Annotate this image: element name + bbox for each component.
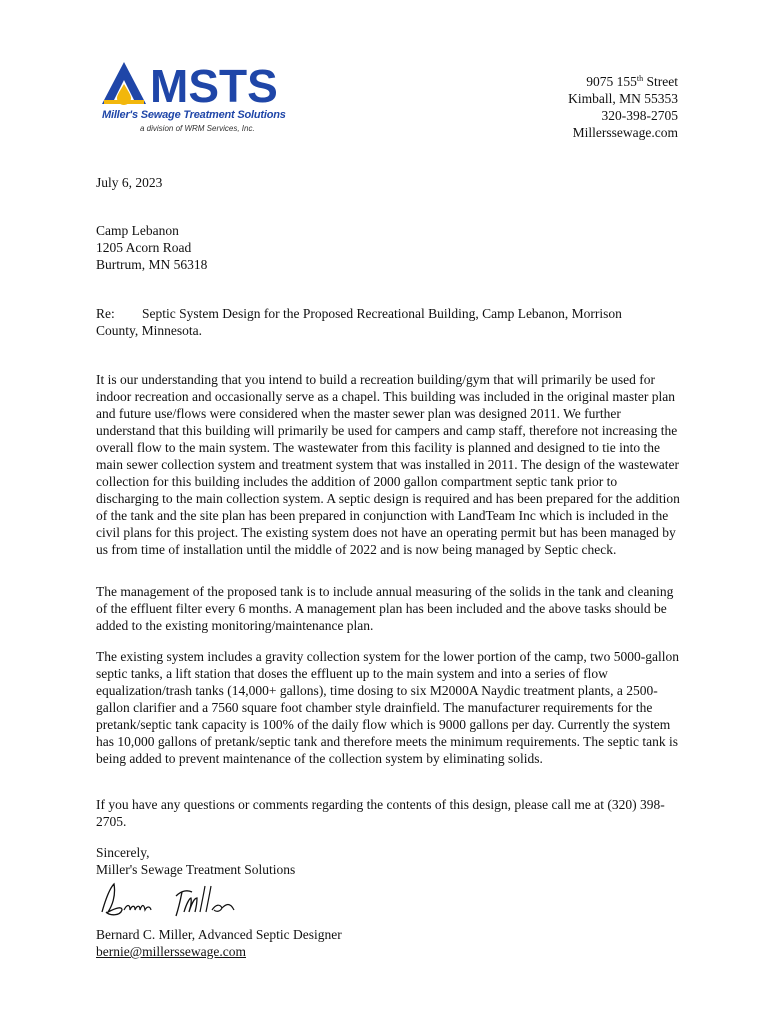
company-name: Miller's Sewage Treatment Solutions [96,862,296,877]
recipient-street: 1205 Acorn Road [96,240,192,255]
company-address [568,73,678,141]
website: Millerssewage.com [572,125,678,140]
signature-stroke-last-name-tail [200,886,234,912]
signature-stroke-last-name [176,891,197,916]
recipient-city: Burtrum, MN 56318 [96,257,208,272]
signature-stroke-first-name-tail [124,906,151,911]
subject-line [96,305,680,339]
subject-text-cont: County, Minnesota. [96,323,202,338]
phone-number: 320-398-2705 [601,108,678,123]
city-state-zip: Kimball, MN 55353 [568,91,678,106]
signature-stroke-first-name [102,884,122,915]
logo-tagline: Miller's Sewage Treatment Solutions [102,109,286,121]
body-paragraph: It is our understanding that you intend to build a recreation building/gym that will primarily be used for indoor recreation and occasionally serve as a chapel. This building was included in the original master plan and future use/flows were considered when the master sewer plan was designed 2011. We further understand that this building will primarily be used for campers and camp staff, therefore not increasing the overall flow to the main system. The wastewater from this facility is planned and designed to tie into the main sewer collection system and treatment system that was installed in 2011. The design of the wastewater collection for this building includes the addition of 2000 gallon compartment septic tank prior to discharging to the main collection system. A septic design is required and has been prepared for the addition of the tank and the site plan has been prepared in conjunction with LandTeam Inc which is included in the civil plans for this project. The existing system does not have an operating permit but has been managed by us from time of installation until the middle of 2022 and is now being managed by Septic check. [96,372,680,557]
logo-subtagline: a division of WRM Services, Inc. [140,124,255,133]
recipient-name: Camp Lebanon [96,223,179,238]
handwritten-signature [96,878,246,924]
subject-text: Septic System Design for the Proposed Recreational Building, Camp Lebanon, Morrison [142,306,622,321]
email-link[interactable]: bernie@millerssewage.com [96,944,247,959]
signer-name-title: Bernard C. Miller, Advanced Septic Designer [96,927,342,942]
body-paragraph: The management of the proposed tank is to include annual measuring of the solids in the tank and cleaning of the effluent filter every 6 months. A management plan has been included and the above tasks should be added to the existing monitoring/maintenance plan. [96,584,674,633]
company-logo [100,58,315,140]
letter-date: July 6, 2023 [96,175,163,190]
body-paragraph: The existing system includes a gravity collection system for the lower portion of the camp, two 5000-gallon septic tanks, a lift station that doses the effluent up to the main system and into a series of flow equalization/trash tanks (14,000+ gallons), time dosing to six M2000A Naydic treatment plants, a 2500-gallon clarifier and a 7560 square foot chamber style drainfield. The manufacturer requirements for the pretank/septic tank capacity is 100% of the daily flow which is 9000 gallons per day. Currently the system has 10,000 gallons of pretank/septic tank and therefore meets the minimum requirements. The septic tank is being added to prevent maintenance of the collection system by eliminating solids. [96,649,679,766]
closing-block [96,844,680,878]
recipient-address [96,222,680,273]
logo-letters: MSTS [150,60,278,110]
logo-base-bar [104,100,144,104]
street-address: 9075 155th Street [586,74,678,89]
body-paragraph: If you have any questions or comments regarding the contents of this design, please call me at (320) 398-2705. [96,797,665,829]
msts-wordmark [100,58,315,110]
closing-salutation: Sincerely, [96,845,150,860]
signer-block [96,926,680,960]
re-label: Re: [96,306,115,321]
